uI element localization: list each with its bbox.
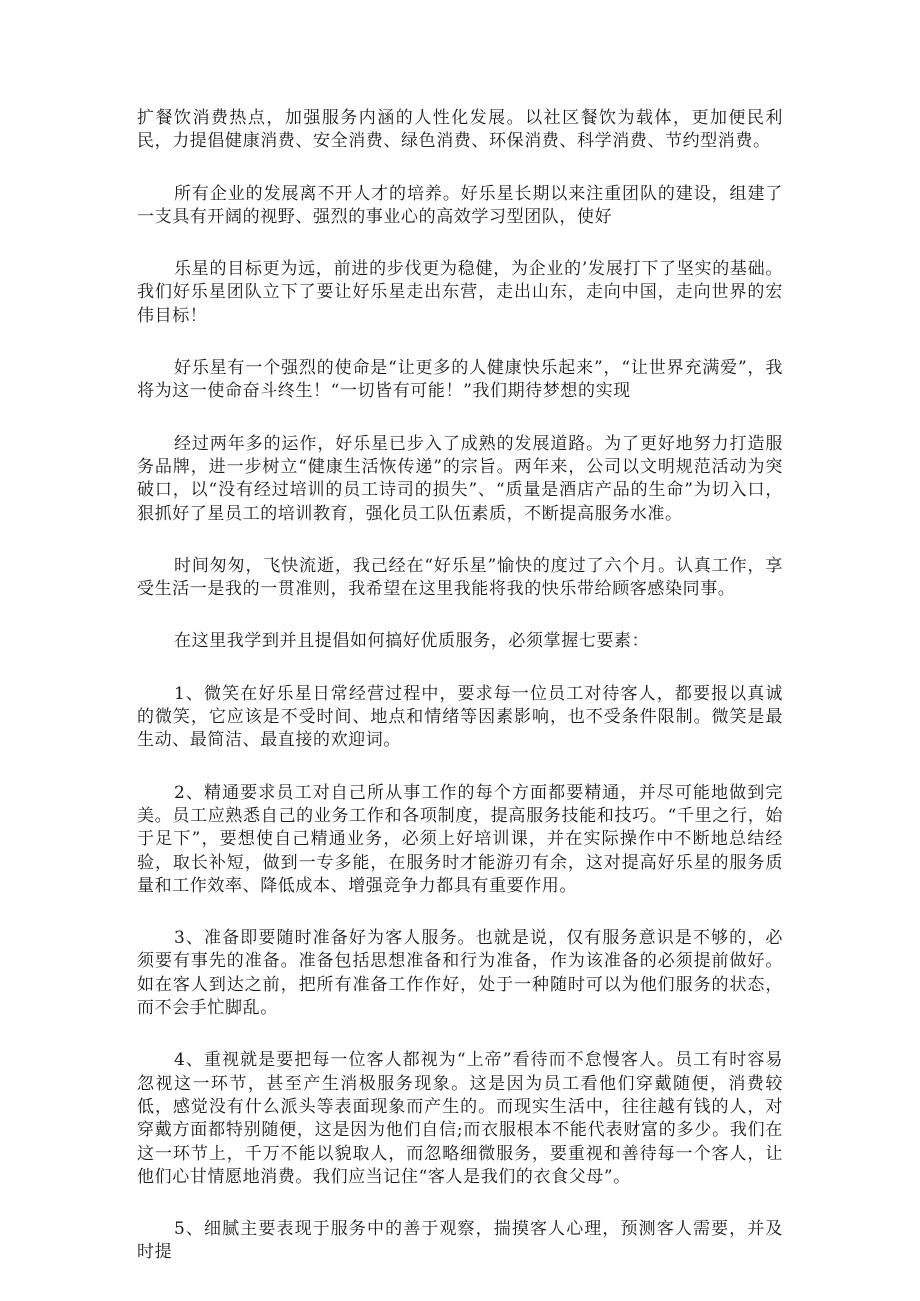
paragraph-2: 所有企业的发展离不开人才的培养。好乐星长期以来注重团队的建设，组建了一支具有开阔的视野、强烈的事业心的高效学习型团队，使好 — [137, 183, 783, 227]
paragraph-9: 2、精通要求员工对自己所从事工作的每个方面都要精通，并尽可能地做到完美。员工应熟悉自己的业务工作和各项制度，提高服务技能和技巧。“千里之行，始于足下”，要想使自己精通业务，必须上好培训课，并在实际操作中不断地总结经验，取长补短，做到一专多能，在服务时才能游刃有余，这对提高好乐星的服务质量和工作效率、降低成本、增强竞争力都具有重要作用。 — [137, 782, 783, 896]
paragraph-10: 3、准备即要随时准备好为客人服务。也就是说，仅有服务意识是不够的，必须要有事先的准备。准备包括思想准备和行为准备，作为该准备的必须提前做好。如在客人到达之前，把所有准备工作作好，处于一种随时可以为他们服务的状态，而不会手忙脚乱。 — [137, 928, 783, 1019]
paragraph-4: 好乐星有一个强烈的使命是“让更多的人健康快乐起来”，“让世界充满爱”，我将为这一使命奋斗终生！“一切皆有可能！”我们期待梦想的实现 — [137, 358, 783, 402]
paragraph-6: 时间匆匆，飞快流逝，我己经在“好乐星”愉快的度过了六个月。认真工作，享受生活一是我的一贯准则，我希望在这里我能将我的快乐带给顾客感染同事。 — [137, 555, 783, 600]
document-page — [137, 107, 783, 1294]
paragraph-7: 在这里我学到并且提倡如何搞好优质服务，必须掌握七要素： — [174, 631, 650, 652]
paragraph-1: 扩餐饮消费热点，加强服务内涵的人性化发展。以社区餐饮为载体，更加便民利民，力提倡健康消费、安全消费、绿色消费、环保消费、科学消费、节约型消费。 — [137, 108, 783, 152]
paragraph-8: 1、微笑在好乐星日常经营过程中，要求每一位员工对待客人，都要报以真诚的微笑，它应该是不受时间、地点和情绪等因素影响，也不受条件限制。微笑是最生动、最简洁、最直接的欢迎词。 — [137, 683, 783, 751]
paragraph-11: 4、重视就是要把每一位客人都视为“上帝”看待而不怠慢客人。员工有时容易忽视这一环节，甚至产生消极服务现象。这是因为员工看他们穿戴随便，消费较低，感觉没有什么派头等表面现象而产生的。而现实生活中，往往越有钱的人，对穿戴方面都特别随便，这是因为他们自信;而衣服根本不能代表财富的多少。我们在这一环节上，千万不能以貌取人，而忽略细微服务，要重视和善待每一个客人，让他们心甘情愿地消费。我们应当记住“客人是我们的衣食父母”。 — [137, 1050, 783, 1187]
paragraph-5: 经过两年多的运作，好乐星已步入了成熟的发展道路。为了更好地努力打造服务品牌，进一步树立“健康生活恢传递”的宗旨。两年来，公司以文明规范活动为突破口，以“没有经过培训的员工诗司的损失”、“质量是酒店产品的生命”为切入口，狠抓好了星员工的培训教育，强化员工队伍素质，不断提高服务水准。 — [137, 433, 783, 524]
paragraph-3: 乐星的目标更为远，前进的步伐更为稳健，为企业的’发展打下了坚实的基础。我们好乐星团队立下了要让好乐星走出东营，走出山东，走向中国，走向世界的宏伟目标！ — [137, 259, 783, 326]
paragraph-12: 5、细腻主要表现于服务中的善于观察，揣摸客人心理，预测客人需要，并及时提 — [137, 1219, 783, 1263]
